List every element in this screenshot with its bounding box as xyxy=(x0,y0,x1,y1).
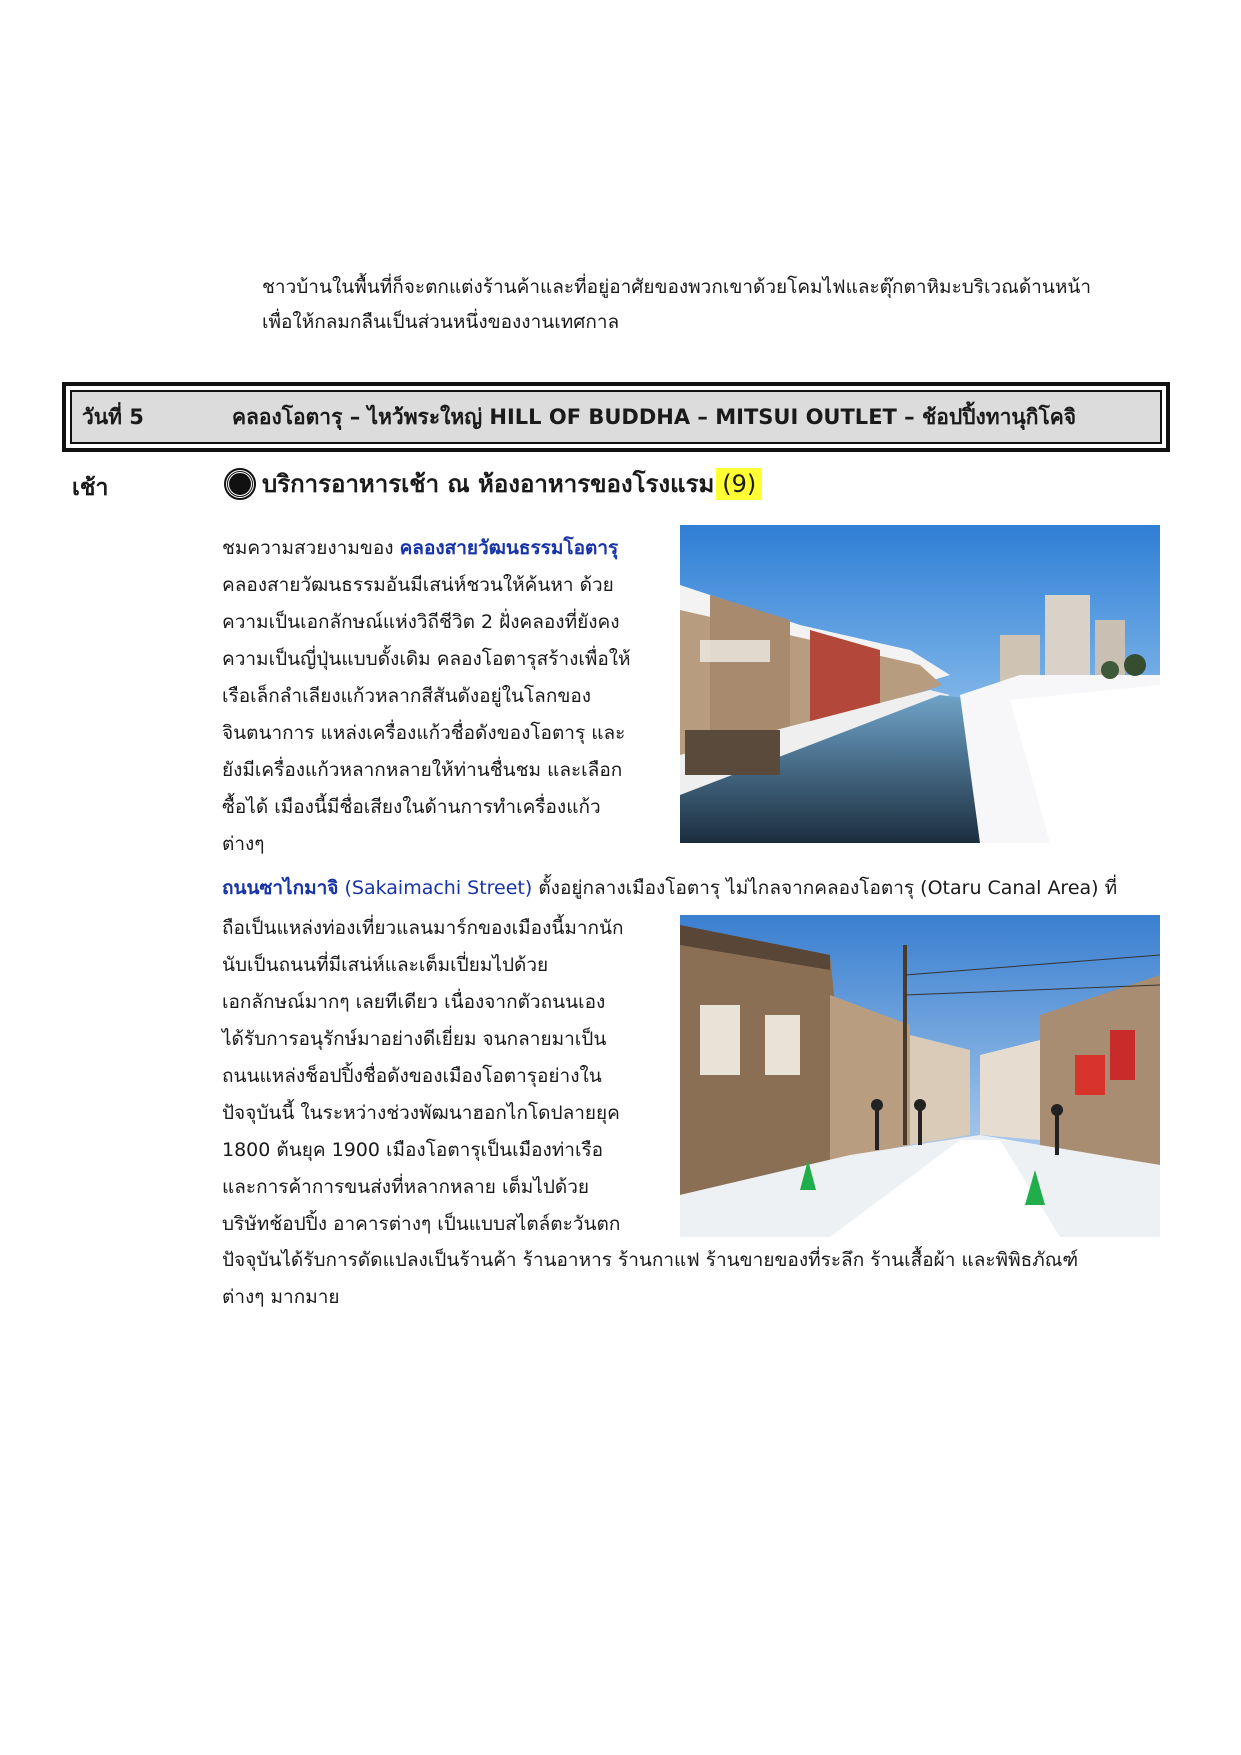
street-first-line-rest: ตั้งอยู่กลางเมืองโอตารุ ไม่ไกลจากคลองโอตารุ (Otaru Canal Area) ที่ xyxy=(538,877,1118,899)
street-line: 1800 ต้นยุค 1900 เมืองโอตารุเป็นเมืองท่าเรือ xyxy=(222,1139,604,1161)
canal-intro: ชมความสวยงามของ xyxy=(222,537,394,559)
meal-number-badge: (9) xyxy=(716,468,762,500)
time-label-morning: เช้า xyxy=(72,475,109,501)
dining-icon xyxy=(226,470,254,498)
street-tail-line-1: ปัจจุบันได้รับการดัดแปลงเป็นร้านค้า ร้านอาหาร ร้านกาแฟ ร้านขายของที่ระลึก ร้านเสื้อผ้า และพิพิธภัณฑ์ xyxy=(222,1249,1079,1271)
canal-line: เรือเล็กลำเลียงแก้วหลากสีสันดังอยู่ในโลกของ xyxy=(222,685,592,707)
canal-line: ยังมีเครื่องแก้วหลากหลายให้ท่านชื่นชม และเลือก xyxy=(222,759,623,781)
canal-line: ซื้อได้ เมืองนี้มีชื่อเสียงในด้านการทำเครื่องแก้ว xyxy=(222,796,601,818)
street-first-line xyxy=(222,870,1172,907)
breakfast-line xyxy=(222,464,762,503)
street-name-en: (Sakaimachi Street) xyxy=(344,877,533,899)
canal-line: ความเป็นเอกลักษณ์แห่งวิถีชีวิต 2 ฝั่งคลองที่ยังคง xyxy=(222,611,620,633)
intro-line-1: ชาวบ้านในพื้นที่ก็จะตกแต่งร้านค้าและที่อยู่อาศัยของพวกเขาด้วยโคมไฟและตุ๊กตาหิมะบริเวณด้านหน้า xyxy=(262,276,1092,298)
otaru-canal-photo xyxy=(680,525,1160,843)
street-line: เอกลักษณ์มากๆ เลยทีเดียว เนื่องจากตัวถนนเอง xyxy=(222,991,606,1013)
street-tail xyxy=(222,1242,1172,1316)
canal-line: คลองสายวัฒนธรรมอันมีเสน่ห์ชวนให้ค้นหา ด้วย xyxy=(222,574,614,596)
street-name: ถนนซาไกมาจิ xyxy=(222,877,339,899)
street-line: ได้รับการอนุรักษ์มาอย่างดีเยี่ยม จนกลายมาเป็น xyxy=(222,1028,607,1050)
street-description xyxy=(222,910,664,1243)
intro-line-2: เพื่อให้กลมกลืนเป็นส่วนหนึ่งของงานเทศกาล xyxy=(262,311,620,333)
canal-description xyxy=(222,530,664,863)
day-header xyxy=(62,382,1170,452)
street-line: และการค้าการขนส่งที่หลากหลาย เต็มไปด้วย xyxy=(222,1176,590,1198)
street-line: ปัจจุบันนี้ ในระหว่างช่วงพัฒนาฮอกไกโดปลายยุค xyxy=(222,1102,620,1124)
canal-line: ต่างๆ xyxy=(222,833,265,855)
day-header-inner xyxy=(70,390,1162,444)
canal-intro-line xyxy=(222,530,664,567)
sakaimachi-street-photo xyxy=(680,915,1160,1237)
day-number: วันที่ 5 xyxy=(82,404,144,429)
breakfast-text: บริการอาหารเช้า ณ ห้องอาหารของโรงแรม xyxy=(262,470,715,498)
canal-line: จินตนาการ แหล่งเครื่องแก้วชื่อดังของโอตารุ และ xyxy=(222,722,626,744)
day-title: คลองโอตารุ – ไหว้พระใหญ่ HILL OF BUDDHA – MITSUI OUTLET – ช้อปปิ้งทานุกิโคจิ xyxy=(232,404,1077,429)
intro-paragraph xyxy=(262,270,1172,340)
street-tail-line-2: ต่างๆ มากมาย xyxy=(222,1286,340,1308)
canal-line: ความเป็นญี่ปุ่นแบบดั้งเดิม คลองโอตารุสร้างเพื่อให้ xyxy=(222,648,631,670)
street-line: ถือเป็นแหล่งท่องเที่ยวแลนมาร์กของเมืองนี้มากนัก xyxy=(222,917,624,939)
street-line: นับเป็นถนนที่มีเสน่ห์และเต็มเปี่ยมไปด้วย xyxy=(222,954,549,976)
canal-name: คลองสายวัฒนธรรมโอตารุ xyxy=(399,537,619,559)
street-line: บริษัทช้อปปิ้ง อาคารต่างๆ เป็นแบบสไตล์ตะวันตก xyxy=(222,1213,621,1235)
street-line: ถนนแหล่งช็อปปิ้งชื่อดังของเมืองโอตารุอย่างใน xyxy=(222,1065,602,1087)
